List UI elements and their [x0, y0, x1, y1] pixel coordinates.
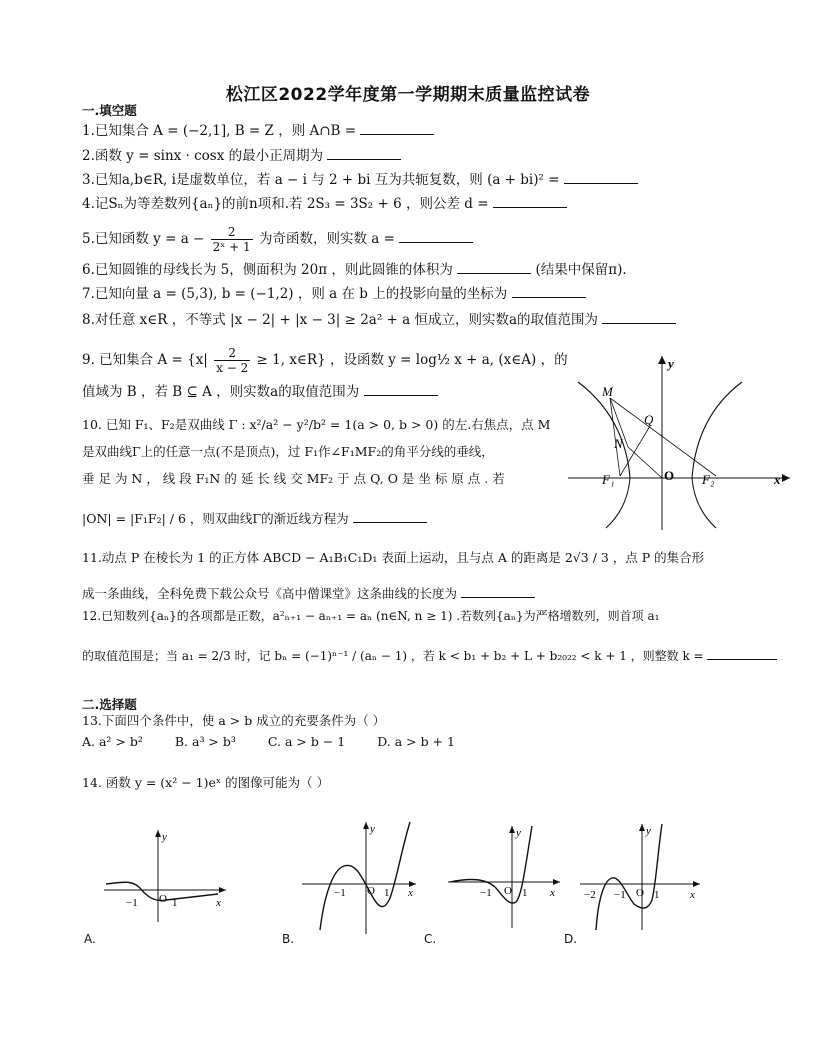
answer-blank[interactable] — [707, 645, 777, 660]
question-1-text: 1.已知集合 A = (−2,1], B = Z ，则 A∩B = — [82, 123, 357, 139]
question-11-line-2 — [82, 583, 535, 603]
graph-option-d-label[interactable]: D. — [564, 932, 578, 946]
label-F1: F₁ — [602, 472, 615, 487]
tick-label: O — [636, 887, 644, 899]
question-9-text-b: ≥ 1, x∈R} ，设函数 y = log½ x + a, (x∈A) ，的 — [256, 352, 568, 368]
answer-blank[interactable] — [457, 259, 531, 274]
label-M: M — [602, 384, 613, 399]
question-9-text-a: 9. 已知集合 A = {x| — [82, 352, 208, 368]
tick-label: −2 — [584, 889, 596, 901]
question-11-line-1 — [82, 549, 704, 567]
graph-option-d[interactable] — [578, 820, 706, 932]
question-2 — [82, 145, 401, 165]
tick-label: O — [367, 885, 375, 897]
question-6-text: 6.已知圆锥的母线长为 5，侧面积为 20π ，则此圆锥的体积为 — [82, 262, 453, 278]
question-9 — [82, 346, 568, 375]
question-12-line-1: 12.已知数列{aₙ}的各项都是正数，a²ₙ₊₁ − aₙ₊₁ = aₙ (n∈N, n ≥ 1) .若数列{aₙ}为严格增数列，则首项 a₁ — [82, 609, 660, 623]
tick-label: 1 — [654, 889, 660, 901]
question-10-text-d: |ON| = |F₁F₂| / 6 ，则双曲线Γ的渐近线方程为 — [82, 511, 349, 526]
question-11-fraction: 2√3 / 3 — [564, 550, 609, 565]
answer-blank[interactable] — [512, 283, 586, 298]
graph-option-a[interactable] — [102, 826, 232, 926]
question-11-text-b: ，点 P 的集合形 — [612, 550, 705, 565]
axis-label-x: x — [550, 887, 555, 899]
question-10-line-4 — [82, 508, 427, 528]
tick-label: −1 — [614, 889, 626, 901]
question-3-text: 3.已知a,b∈R, i是虚数单位，若 a − i 与 2 + bi 互为共轭复数，则 (a + bi)² = — [82, 172, 560, 188]
curve-d — [596, 824, 662, 930]
graph-option-c-label[interactable]: C. — [424, 932, 437, 946]
axis-label-x: x — [216, 897, 221, 909]
tick-label: −1 — [126, 897, 138, 909]
answer-blank[interactable] — [353, 508, 427, 523]
question-9-cont — [82, 381, 438, 401]
section-choice: 二.选择题 — [82, 697, 137, 712]
question-10-line-3: 垂 足 为 N ， 线 段 F₁N 的 延 长 线 交 MF₂ 于 点 Q, O 是 坐 标 原 点 . 若 — [82, 471, 505, 486]
graph-option-a-label[interactable]: A. — [84, 932, 96, 946]
question-12-line-2 — [82, 645, 777, 665]
question-7 — [82, 283, 586, 303]
question-14: 14. 函数 y = (x² − 1)eˣ 的图像可能为（ ） — [82, 775, 330, 790]
hyperbola-right-branch — [692, 382, 742, 528]
axis-label-y: y — [516, 827, 521, 839]
graph-option-c[interactable] — [446, 822, 566, 932]
question-4-text: 4.记Sₙ为等差数列{aₙ}的前n项和.若 2S₃ = 3S₂ + 6 ，则公差 d = — [82, 196, 489, 212]
fraction — [211, 225, 253, 254]
fraction-denominator: 2ˣ + 1 — [212, 240, 251, 254]
fraction — [214, 346, 250, 375]
hyperbola-left-branch — [578, 382, 630, 528]
question-11-text-c: 成一条曲线，全科免费下载公众号《高中僧课堂》这条曲线的长度为 — [82, 586, 458, 601]
option-a[interactable]: A. a² > b² — [82, 734, 143, 749]
question-10-line-2: 是双曲线Γ上的任意一点(不是顶点)，过 F₁作∠F₁MF₂的角平分线的垂线， — [82, 444, 494, 459]
question-10-line-1: 10. 已知 F₁、F₂是双曲线 Γ : x²/a² − y²/b² = 1(a > 0, b > 0) 的左.右焦点，点 M — [82, 417, 551, 432]
graph-option-b[interactable] — [300, 818, 420, 936]
option-c[interactable]: C. a > b − 1 — [267, 734, 346, 749]
question-12-text-b: 的取值范围是；当 a₁ = 2/3 时，记 bₙ = (−1)ⁿ⁻¹ / (aₙ − 1) ，若 k < b₁ + b₂ + L + b₂₀₂₂ < k + 1 ，则整数 k = — [82, 649, 704, 663]
question-6 — [82, 259, 627, 279]
section-fill-in: 一.填空题 — [82, 103, 137, 118]
answer-blank[interactable] — [327, 145, 401, 160]
tick-label: 1 — [522, 887, 528, 899]
answer-blank[interactable] — [461, 583, 535, 598]
curve-b — [320, 822, 410, 930]
question-8 — [82, 309, 676, 329]
question-11-text-a: 11.动点 P 在棱长为 1 的正方体 ABCD − A₁B₁C₁D₁ 表面上运动，且与点 A 的距离是 — [82, 550, 561, 565]
label-y: y — [668, 356, 674, 371]
option-d[interactable]: D. a > b + 1 — [377, 734, 455, 749]
answer-blank[interactable] — [360, 120, 434, 135]
hyperbola-figure — [566, 352, 796, 532]
question-13-options — [82, 734, 483, 749]
label-Q: Q — [644, 412, 654, 427]
tick-label: −1 — [480, 887, 492, 899]
question-7-text: 7.已知向量 a = (5,3), b = (−1,2) ，则 a 在 b 上的投影向量的坐标为 — [82, 286, 508, 302]
question-3 — [82, 169, 638, 189]
fraction-numerator: 2 — [227, 225, 236, 239]
tick-label: O — [504, 885, 512, 897]
axis-label-y: y — [646, 825, 651, 837]
question-5-text-a: 5.已知函数 y = a − — [82, 231, 205, 247]
answer-blank[interactable] — [493, 193, 567, 208]
label-x: x — [774, 472, 781, 487]
axis-label-y: y — [370, 823, 375, 835]
question-2-text: 2.函数 y = sinx · cosx 的最小正周期为 — [82, 148, 324, 164]
figure-axes — [568, 356, 790, 530]
question-8-text: 8.对任意 x∈R ，不等式 |x − 2| + |x − 3| ≥ 2a² + a 恒成立，则实数a的取值范围为 — [82, 312, 599, 328]
tick-label: 1 — [172, 897, 178, 909]
question-5-text-b: 为奇函数，则实数 a = — [258, 231, 395, 247]
label-O: O — [664, 468, 675, 483]
graph-option-b-label[interactable]: B. — [282, 932, 295, 946]
question-9-text-c: 值域为 B ，若 B ⊆ A ，则实数a的取值范围为 — [82, 384, 360, 400]
label-N: N — [614, 436, 623, 451]
question-6-note: (结果中保留π). — [535, 262, 627, 278]
axis-label-y: y — [162, 831, 167, 843]
label-F2: F₂ — [702, 472, 715, 487]
tick-label: −1 — [334, 887, 346, 899]
fraction-numerator: 2 — [228, 346, 237, 360]
question-4 — [82, 193, 567, 213]
option-b[interactable]: B. a³ > b³ — [174, 734, 236, 749]
tick-label: 1 — [384, 887, 390, 899]
answer-blank[interactable] — [364, 381, 438, 396]
question-13: 13.下面四个条件中，使 a > b 成立的充要条件为（ ） — [82, 713, 386, 728]
answer-blank[interactable] — [399, 228, 473, 243]
tick-label: O — [159, 893, 167, 905]
exam-title: 松江区2022学年度第一学期期末质量监控试卷 — [225, 85, 591, 105]
question-5 — [82, 225, 473, 254]
answer-blank[interactable] — [564, 169, 638, 184]
axis-label-x: x — [690, 889, 695, 901]
axis-label-x: x — [408, 887, 413, 899]
answer-blank[interactable] — [602, 309, 676, 324]
fraction-denominator: x − 2 — [216, 361, 249, 375]
question-1 — [82, 120, 434, 140]
